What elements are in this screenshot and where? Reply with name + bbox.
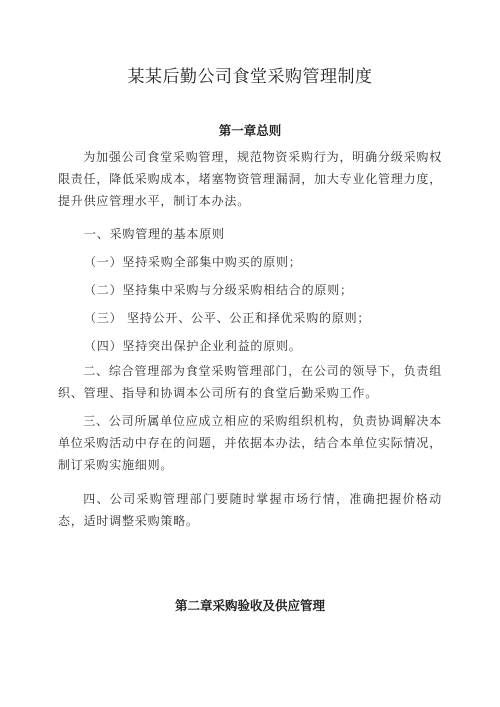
document-title: 某某后勤公司食堂采购管理制度 [127, 67, 373, 87]
principle-item-1: （一）坚持采购全部集中购买的原则； [84, 255, 302, 269]
chapter-1-intro-paragraph: 为加强公司食堂采购管理，规范物资采购行为，明确分级采购权限责任，降低采购成本，堵塞物资管理漏洞，加大专业化管理力度，提升供应管理水平，制订本办法。 [58, 150, 443, 208]
section-1-heading: 一、采购管理的基本原则 [84, 227, 225, 241]
principle-item-4: （四）坚持突出保护企业利益的原则。 [84, 339, 302, 353]
principle-item-3: （三） 坚持公开、公平、公正和择优采购的原则； [84, 311, 371, 325]
section-3-paragraph: 三、公司所属单位应成立相应的采购组织机构，负责协调解决本单位采购活动中存在的问题，并依据本办法，结合本单位实际情况，制订采购实施细则。 [58, 414, 443, 472]
chapter-1-heading: 第一章总则 [218, 123, 282, 138]
chapter-2-heading: 第二章采购验收及供应管理 [174, 598, 325, 613]
section-2-paragraph: 二、综合管理部为食堂采购管理部门，在公司的领导下，负责组织、管理、指导和协调本公司所有的食堂后勤采购工作。 [58, 364, 442, 400]
section-4-paragraph: 四、公司采购管理部门要随时掌握市场行情，准确把握价格动态，适时调整采购策略。 [58, 492, 442, 528]
principle-item-2: （二）坚持集中采购与分级采购相结合的原则； [84, 283, 353, 297]
